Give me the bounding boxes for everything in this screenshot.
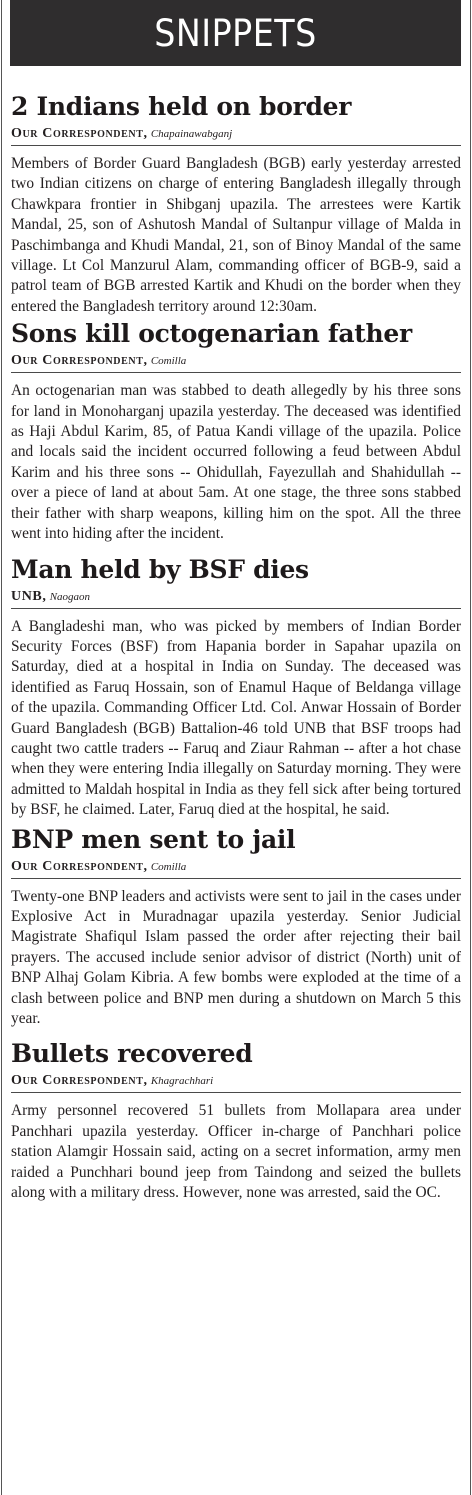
section-banner — [10, 0, 461, 66]
story-headline: Man held by BSF dies — [11, 554, 309, 584]
byline-place: Khagrachhari — [150, 1075, 214, 1088]
story-headline: BNP men sent to jail — [11, 824, 296, 854]
byline-source: Our Correspondent, — [11, 858, 148, 874]
story-indians-held — [11, 90, 461, 317]
stories-column — [0, 90, 472, 1203]
story-bsf-dies — [11, 553, 461, 821]
story-byline — [11, 857, 461, 879]
story-byline — [11, 1071, 461, 1093]
byline-source: Our Correspondent, — [11, 126, 148, 141]
byline-source: Our Correspondent, — [11, 1073, 148, 1089]
story-bnp-jail — [11, 823, 461, 1030]
story-body: Twenty-one BNP leaders and activists were sent to jail in the cases under Explosive Act in Muradnagar upazila yesterday. Senior Judicial Magistrate Shafiqul Islam passed the order after rejecting their bail prayers. The accused include senior advisor of district (North) unit of BNP Alhaj Golam Kibria. A few bombs were exploded at the time of a clash between police and BNP men during a shutdown on March 5 this year. — [11, 887, 461, 1027]
byline-source: Our Correspondent, — [11, 353, 148, 369]
left-column-rule — [1, 0, 2, 1495]
story-bullets-recovered — [11, 1037, 461, 1203]
story-byline — [11, 351, 461, 373]
byline-place: Comilla — [150, 860, 187, 873]
story-byline — [11, 587, 461, 609]
story-body: Army personnel recovered 51 bullets from Mollapara area under Panchhari upazila yesterday. Officer in-charge of Panchhari police station Alamgir Hossain said, acting on a secret information, army men raided a Punchhari bound jeep from Taindong and seized the bullets along with a military dress. However, none was arrested, said the OC. — [11, 1102, 461, 1202]
story-body: A Bangladeshi man, who was picked by members of Indian Border Security Forces (BSF) from Hapania border in Sapahar upazila on Saturday, died at a hospital in India on Sunday. The deceased was identified as Faruq Hossain, son of Enamul Haque of Beldanga village of the upazila. Commanding Officer Ltd. Col. Anwar Hossain of Border Guard Bangladesh (BGB) Battalion-46 told UNB that BSF troops had caught two cattle traders -- Faruq and Ziaur Rahman -- after a hot chase when they were entering India illegally on Saturday morning. They were admitted to Maldah hospital in India as they fell sick after being tortured by BSF, he claimed. Later, Faruq died at the hospital, he said. — [11, 617, 461, 819]
right-column-rule — [470, 0, 471, 1495]
byline-place: Comilla — [150, 355, 187, 368]
story-headline: 2 Indians held on border — [11, 92, 352, 121]
byline-place: Chapainawabganj — [150, 128, 233, 140]
story-headline: Sons kill octogenarian father — [11, 319, 412, 349]
story-byline — [11, 124, 461, 146]
section-title: SNIPPETS — [154, 11, 317, 55]
byline-place: Naogaon — [49, 590, 91, 603]
story-body: Members of Border Guard Bangladesh (BGB) early yesterday arrested two Indian citizens on charge of entering Bangladesh illegally through Chawkpara frontier in Shibganj upazila. The arrestees were Kartik Mandal, 25, son of Ashutosh Mandal of Sultanpur village of Malda in Paschimbanga and Khudi Mandal, 21, son of Binoy Mandal of the same village. Lt Col Manzurul Alam, commanding officer of BGB-9, said a patrol team of BGB arrested Kartik and Khudi on the border when they entered the Bangladesh territory around 12:30am. — [11, 155, 461, 315]
byline-source: UNB, — [11, 588, 47, 604]
story-headline: Bullets recovered — [11, 1039, 253, 1069]
story-sons-kill-father — [11, 317, 461, 544]
story-body: An octogenarian man was stabbed to death allegedly by his three sons for land in Monoharganj upazila yesterday. The deceased was identified as Haji Abdul Karim, 85, of Patua Kandi village of the upazila. Police and locals said the incident occurred following a feud between Abdul Karim and his three sons -- Ohidullah, Fayezullah and Shahidullah -- over a piece of land at about 5am. At one stage, the three sons stabbed their father with sharp weapons, killing him on the spot. All the three went into hiding after the incident. — [11, 382, 461, 543]
